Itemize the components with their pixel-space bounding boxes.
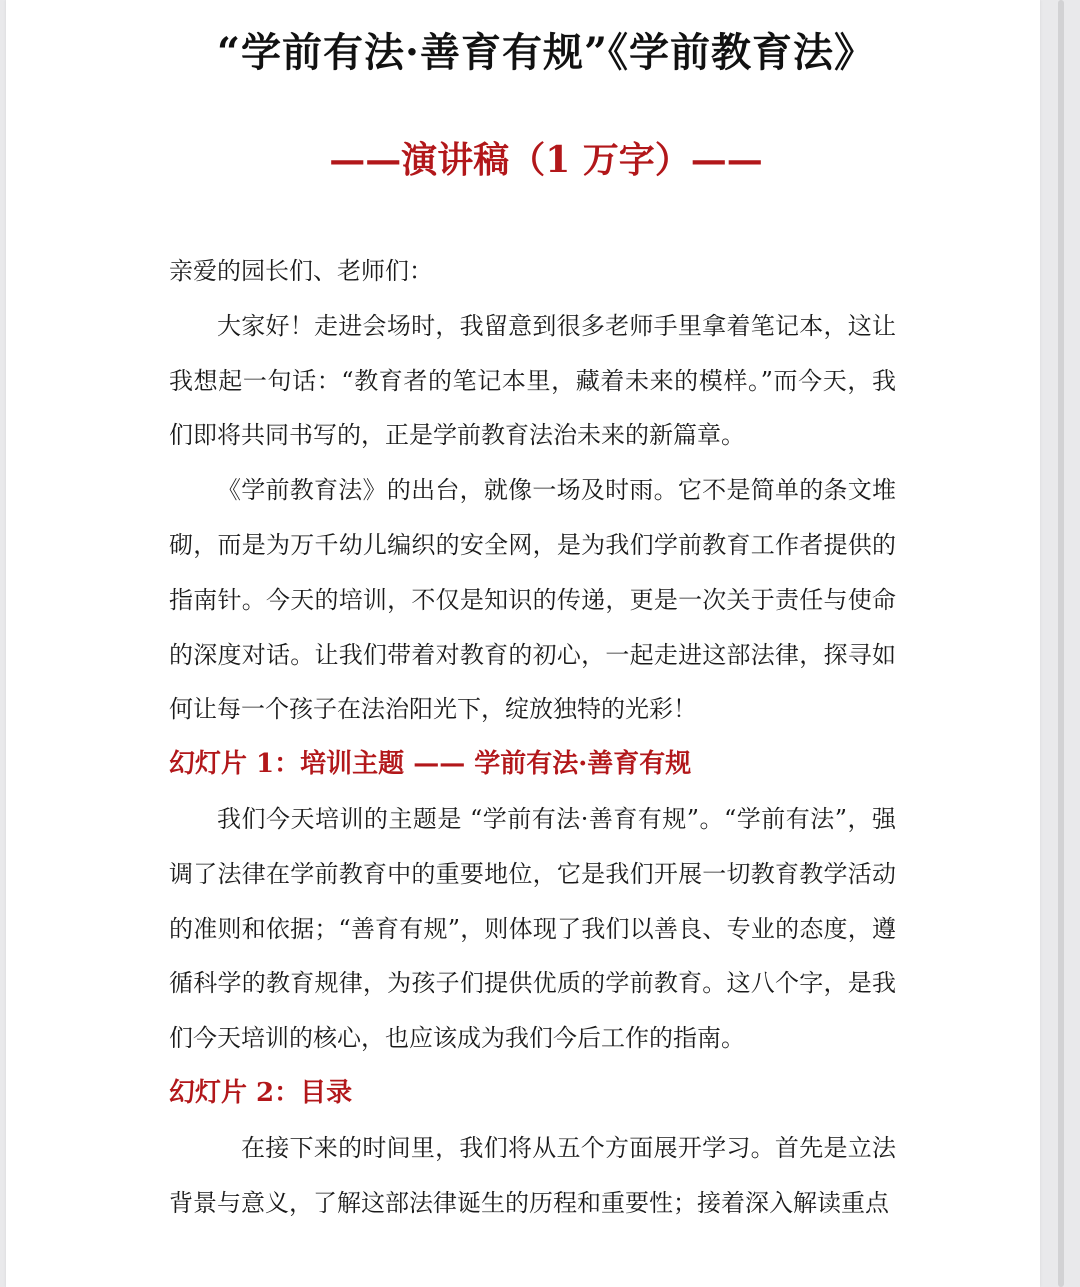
document-subtitle: ——演讲稿（1 万字）—— — [329, 139, 763, 181]
slide1-heading: 幻灯片 1：培训主题 —— 学前有法·善育有规 — [169, 749, 692, 780]
slide1-paragraph: 我们今天培训的主题是 “学前有法·善育有规”。“学前有法”，强调了法律在学前教育中的重要地位，它是我们开展一切教育教学活动的准则和依据；“善育有规”，则体现了我们以善良、专业的态度，遵循科学的教育规律，为孩子们提供优质的学前教育。这八个字，是我们今天培训的核心，也应该成为我们今后工作的指南。 — [169, 804, 896, 1053]
document-page — [6, 0, 1040, 1287]
slide2-heading: 幻灯片 2：目录 — [169, 1077, 353, 1108]
intro-paragraph-2: 《学前教育法》的出台，就像一场及时雨。它不是简单的条文堆砌，而是为万千幼儿编织的安全网，是为我们学前教育工作者提供的指南针。今天的培训，不仅是知识的传递，更是一次关于责任与使命的深度对话。让我们带着对教育的初心，一起走进这部法律，探寻如何让每一个孩子在法治阳光下，绽放独特的光彩！ — [169, 476, 896, 724]
slide2-paragraph: 在接下来的时间里，我们将从五个方面展开学习。首先是立法背景与意义，了解这部法律诞生的历程和重要性；接着深入解读重点 — [169, 1133, 896, 1217]
greeting-paragraph: 亲爱的园长们、老师们： — [169, 257, 433, 285]
vertical-scrollbar[interactable] — [1058, 0, 1064, 1287]
document-body — [169, 244, 896, 1230]
intro-paragraph-1: 大家好！走进会场时，我留意到很多老师手里拿着笔记本，这让我想起一句话：“教育者的笔记本里，藏着未来的模样。”而今天，我们即将共同书写的，正是学前教育法治未来的新篇章。 — [169, 311, 896, 450]
document-title: “学前有法·善育有规”《学前教育法》 — [217, 29, 875, 76]
